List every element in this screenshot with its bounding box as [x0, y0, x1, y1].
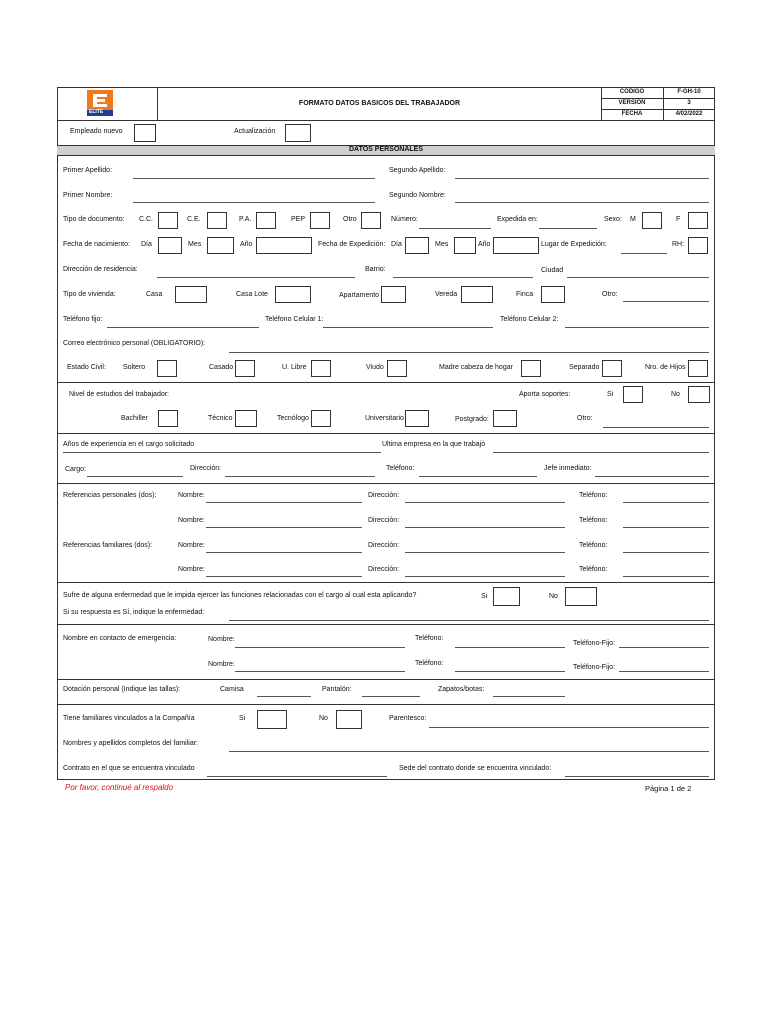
ref-p1-nombre-label: Nombre: — [178, 492, 205, 499]
otro-doc-checkbox[interactable] — [361, 212, 381, 229]
pep-label: PEP — [291, 216, 306, 223]
contrato-label: Contrato en el que se encuentra vinculado — [63, 765, 195, 772]
meta-version-label: VERSIÓN — [618, 100, 646, 106]
soportes-no-label: No — [671, 391, 680, 398]
ref-f2-direccion-label: Dirección: — [368, 566, 400, 573]
soltero-checkbox[interactable] — [157, 360, 177, 377]
ciudad-field[interactable] — [567, 277, 709, 278]
celular2-label: Teléfono Celular 2: — [500, 316, 559, 323]
otro-vivienda-label: Otro: — [602, 291, 618, 298]
nro-hijos-label: Nro. de Hijos — [645, 364, 686, 371]
familiares-no-checkbox[interactable] — [336, 710, 362, 729]
telefono-fijo-field[interactable] — [107, 327, 259, 328]
primer-apellido-label: Primer Apellido: — [63, 167, 113, 174]
ref-f1-direccion-label: Dirección: — [368, 542, 400, 549]
familiares-no-label: No — [319, 715, 328, 722]
zapatos-field[interactable] — [493, 696, 565, 697]
nac-mes-box[interactable] — [207, 237, 234, 254]
emerg2-fijo-label: Teléfono-Fijo: — [573, 664, 616, 671]
segundo-nombre-field[interactable] — [455, 202, 709, 203]
nombres-familiar-label: Nombres y apellidos completos del familiar: — [63, 740, 198, 747]
ref-p1-nombre-field[interactable] — [206, 502, 362, 503]
pa-label: P.A. — [239, 216, 252, 223]
indique-enfermedad-field[interactable] — [229, 620, 709, 621]
separado-label: Separado — [569, 364, 600, 371]
nivel-estudios-label: Nivel de estudios del trabajador: — [69, 391, 170, 398]
primer-apellido-field[interactable] — [133, 178, 375, 179]
otro-estudios-field[interactable] — [603, 427, 709, 428]
casa-lote-checkbox[interactable] — [275, 286, 311, 303]
lugar-expedicion-label: Lugar de Expedición: — [541, 241, 607, 248]
exp-mes-label: Mes — [435, 241, 449, 248]
cargo-label: Cargo: — [65, 466, 87, 473]
cc-label: C.C. — [139, 216, 153, 223]
empresa-direccion-field[interactable] — [225, 476, 375, 477]
segundo-apellido-label: Segundo Apellido: — [389, 167, 446, 174]
ref-personales-label: Referencias personales (dos): — [63, 492, 157, 499]
nombres-familiar-field[interactable] — [229, 751, 709, 752]
finca-checkbox[interactable] — [541, 286, 565, 303]
meta-code-label: CODIGO — [619, 89, 645, 95]
continue-note: Por favor, continué al respaldo — [65, 783, 174, 792]
ref-f2-nombre-field[interactable] — [206, 576, 362, 577]
vereda-label: Vereda — [435, 291, 458, 298]
emerg1-telefono-field[interactable] — [455, 647, 565, 648]
primer-nombre-label: Primer Nombre: — [63, 192, 113, 199]
ref-f1-nombre-label: Nombre: — [178, 542, 205, 549]
m-label: M — [630, 216, 636, 223]
ref-f2-nombre-label: Nombre: — [178, 566, 205, 573]
ref-p2-telefono-field[interactable] — [623, 527, 709, 528]
exp-anio-label: Año — [478, 241, 491, 248]
expedida-en-field[interactable] — [539, 228, 597, 229]
empresa-telefono-label: Teléfono: — [386, 465, 415, 472]
sexo-m-checkbox[interactable] — [642, 212, 662, 229]
worker-data-form — [57, 87, 715, 793]
section-title-personal: DATOS PERSONALES — [348, 146, 424, 153]
pantalon-label: Pantalón: — [322, 686, 352, 693]
nac-dia-label: Día — [141, 241, 152, 248]
enfermedad-si-checkbox[interactable] — [493, 587, 520, 606]
nac-anio-label: Año — [240, 241, 253, 248]
fecha-nacimiento-label: Fecha de nacimiento: — [63, 241, 130, 248]
emerg2-nombre-label: Nombre: — [208, 661, 235, 668]
lugar-expedicion-field[interactable] — [621, 253, 667, 254]
ref-p1-telefono-field[interactable] — [623, 502, 709, 503]
postgrado-checkbox[interactable] — [493, 410, 517, 427]
ref-p1-telefono-label: Teléfono: — [579, 492, 608, 499]
rh-box[interactable] — [688, 237, 708, 254]
page-number: Página 1 de 2 — [645, 784, 692, 793]
tecnico-label: Técnico — [208, 415, 233, 422]
soltero-label: Soltero — [123, 364, 146, 371]
ce-checkbox[interactable] — [207, 212, 227, 229]
tecnologo-checkbox[interactable] — [311, 410, 331, 427]
vereda-checkbox[interactable] — [461, 286, 493, 303]
ref-f2-telefono-field[interactable] — [623, 576, 709, 577]
estado-civil-label: Estado Civil: — [67, 364, 106, 371]
pa-checkbox[interactable] — [256, 212, 276, 229]
rh-label: RH: — [672, 241, 685, 248]
meta-date-label: FECHA — [621, 111, 643, 117]
empresa-telefono-field[interactable] — [419, 476, 537, 477]
postgrado-label: Postgrado: — [455, 416, 489, 423]
emerg1-telefono-label: Teléfono: — [415, 635, 444, 642]
contrato-field[interactable] — [207, 776, 387, 777]
direccion-residencia-label: Dirección de residencia: — [63, 266, 138, 273]
familiares-vinculados-label: Tiene familiares vinculados a la Compañía — [63, 715, 195, 722]
soportes-si-label: Si — [607, 391, 614, 398]
empresa-direccion-label: Dirección: — [190, 465, 222, 472]
dotacion-label: Dotación personal (Indique las tallas): — [63, 686, 181, 693]
casa-label: Casa — [146, 291, 163, 298]
ref-f1-nombre-field[interactable] — [206, 552, 362, 553]
casa-checkbox[interactable] — [175, 286, 207, 303]
empleado-nuevo-label: Empleado nuevo — [70, 128, 123, 135]
jefe-inmediato-label: Jefe inmediato: — [544, 465, 592, 472]
celular1-label: Teléfono Celular 1: — [265, 316, 324, 323]
casa-lote-label: Casa Lote — [236, 291, 268, 298]
telefono-fijo-label: Teléfono fijo: — [63, 316, 103, 323]
anios-experiencia-label: Años de experiencia en el cargo solicitado — [63, 441, 195, 448]
ref-p2-telefono-label: Teléfono: — [579, 517, 608, 524]
soportes-no-checkbox[interactable] — [688, 386, 710, 403]
emerg1-nombre-label: Nombre: — [208, 636, 235, 643]
emerg2-telefono-label: Teléfono: — [415, 660, 444, 667]
empleado-nuevo-checkbox[interactable] — [134, 124, 156, 142]
universitario-label: Universitario — [365, 415, 404, 422]
ref-f2-direccion-field[interactable] — [405, 576, 565, 577]
familiares-si-checkbox[interactable] — [257, 710, 287, 729]
soportes-si-checkbox[interactable] — [623, 386, 643, 403]
ce-label: C.E. — [187, 216, 201, 223]
otro-vivienda-field[interactable] — [623, 301, 709, 302]
viudo-checkbox[interactable] — [387, 360, 407, 377]
nac-dia-box[interactable] — [158, 237, 182, 254]
contacto-emergencia-label: Nombre en contacto de emergencia: — [63, 635, 177, 642]
ciudad-label: Ciudad — [541, 267, 564, 274]
ref-f1-telefono-field[interactable] — [623, 552, 709, 553]
otro-estudios-label: Otro: — [577, 415, 593, 422]
frame-bottom — [57, 779, 715, 780]
anios-experiencia-field[interactable] — [63, 452, 381, 453]
direccion-residencia-field[interactable] — [157, 277, 355, 278]
logo-text: ELITE — [89, 109, 104, 115]
exp-dia-box[interactable] — [405, 237, 429, 254]
casado-label: Casado — [209, 364, 234, 371]
sede-label: Sede del contrato donde se encuentra vinculado: — [399, 765, 552, 772]
barrio-label: Barrio: — [365, 266, 386, 273]
madre-cabeza-label: Madre cabeza de hogar — [439, 364, 513, 371]
viudo-label: Viudo — [366, 364, 384, 371]
ref-f1-direccion-field[interactable] — [405, 552, 565, 553]
parentesco-field[interactable] — [429, 727, 709, 728]
logo-cell — [57, 87, 157, 120]
casado-checkbox[interactable] — [235, 360, 255, 377]
actualizacion-label: Actualización — [234, 128, 276, 135]
exp-mes-box[interactable] — [454, 237, 476, 254]
ref-p2-direccion-field[interactable] — [405, 527, 565, 528]
page-title: FORMATO DATOS BASICOS DEL TRABAJADOR — [298, 100, 461, 107]
tecnologo-label: Tecnólogo — [277, 415, 309, 422]
apartamento-checkbox[interactable] — [381, 286, 406, 303]
celular1-field[interactable] — [323, 327, 493, 328]
separado-checkbox[interactable] — [602, 360, 622, 377]
apartamento-label: Apartamento — [339, 292, 380, 299]
numero-field[interactable] — [419, 228, 491, 229]
correo-label: Correo electrónico personal (OBLIGATORIO): — [63, 340, 206, 347]
pantalon-field[interactable] — [362, 696, 420, 697]
ref-p1-direccion-field[interactable] — [405, 502, 565, 503]
ref-familiares-label: Referencias familiares (dos): — [63, 542, 153, 549]
nro-hijos-box[interactable] — [688, 360, 708, 377]
zapatos-label: Zapatos/botas: — [438, 686, 485, 693]
tecnico-checkbox[interactable] — [235, 410, 257, 427]
enfermedad-no-checkbox[interactable] — [565, 587, 597, 606]
tipo-vivienda-label: Tipo de vivienda: — [63, 291, 116, 298]
union-libre-checkbox[interactable] — [311, 360, 331, 377]
emerg2-fijo-field[interactable] — [619, 671, 709, 672]
otro-doc-label: Otro — [343, 216, 357, 223]
ref-p2-direccion-label: Dirección: — [368, 517, 400, 524]
familiares-si-label: Si — [239, 715, 246, 722]
ref-f1-telefono-label: Teléfono: — [579, 542, 608, 549]
jefe-inmediato-field[interactable] — [595, 476, 709, 477]
meta-version-value: 3 — [687, 100, 691, 106]
emerg2-telefono-field[interactable] — [455, 671, 565, 672]
finca-label: Finca — [516, 291, 534, 298]
emerg2-nombre-field[interactable] — [235, 671, 405, 672]
camisa-field[interactable] — [257, 696, 311, 697]
barrio-field[interactable] — [393, 277, 533, 278]
universitario-checkbox[interactable] — [405, 410, 429, 427]
nac-mes-label: Mes — [188, 241, 202, 248]
ref-p1-direccion-label: Dirección: — [368, 492, 400, 499]
cargo-field[interactable] — [87, 476, 183, 477]
sexo-label: Sexo: — [604, 216, 622, 223]
actualizacion-checkbox[interactable] — [285, 124, 311, 142]
exp-anio-box[interactable] — [493, 237, 539, 254]
enfermedad-si-label: Si — [481, 593, 488, 600]
union-libre-label: U. Libre — [282, 364, 307, 371]
ultima-empresa-field[interactable] — [493, 452, 709, 453]
tipo-documento-label: Tipo de documento: — [63, 216, 125, 223]
enfermedad-question: Sufre de alguna enfermedad que le impida ejercer las funciones relacionadas con el cargo al cual esta aplicando? — [63, 592, 417, 599]
ref-p2-nombre-label: Nombre: — [178, 517, 205, 524]
ultima-empresa-label: Ultima empresa en la que trabajó — [382, 441, 486, 448]
parentesco-label: Parentesco: — [389, 715, 427, 722]
fecha-expedicion-label: Fecha de Expedición: — [318, 241, 386, 248]
emerg1-nombre-field[interactable] — [235, 647, 405, 648]
expedida-en-label: Expedida en: — [497, 216, 538, 223]
correo-field[interactable] — [229, 352, 709, 353]
ref-p2-nombre-field[interactable] — [206, 527, 362, 528]
sexo-f-checkbox[interactable] — [688, 212, 708, 229]
pep-checkbox[interactable] — [310, 212, 330, 229]
meta-code-value: F-GH-10 — [677, 89, 701, 95]
cc-checkbox[interactable] — [158, 212, 178, 229]
exp-dia-label: Día — [391, 241, 402, 248]
bachiller-checkbox[interactable] — [158, 410, 178, 427]
emerg1-fijo-label: Teléfono-Fijo: — [573, 640, 616, 647]
meta-date-value: 4/02/2022 — [675, 111, 703, 117]
bachiller-label: Bachiller — [121, 415, 148, 422]
ref-f2-telefono-label: Teléfono: — [579, 566, 608, 573]
celular2-field[interactable] — [565, 327, 709, 328]
f-label: F — [676, 216, 681, 223]
nac-anio-box[interactable] — [256, 237, 312, 254]
indique-enfermedad-label: Si su respuesta es Sí, indique la enfermedad: — [63, 609, 205, 616]
numero-label: Número: — [391, 216, 418, 223]
enfermedad-no-label: No — [549, 593, 558, 600]
segundo-nombre-label: Segundo Nombre: — [389, 192, 446, 199]
aporta-soportes-label: Aporta soportes: — [519, 391, 571, 398]
emerg1-fijo-field[interactable] — [619, 647, 709, 648]
camisa-label: Camisa — [220, 686, 244, 693]
sede-field[interactable] — [565, 776, 709, 777]
madre-cabeza-checkbox[interactable] — [521, 360, 541, 377]
primer-nombre-field[interactable] — [133, 202, 375, 203]
segundo-apellido-field[interactable] — [455, 178, 709, 179]
